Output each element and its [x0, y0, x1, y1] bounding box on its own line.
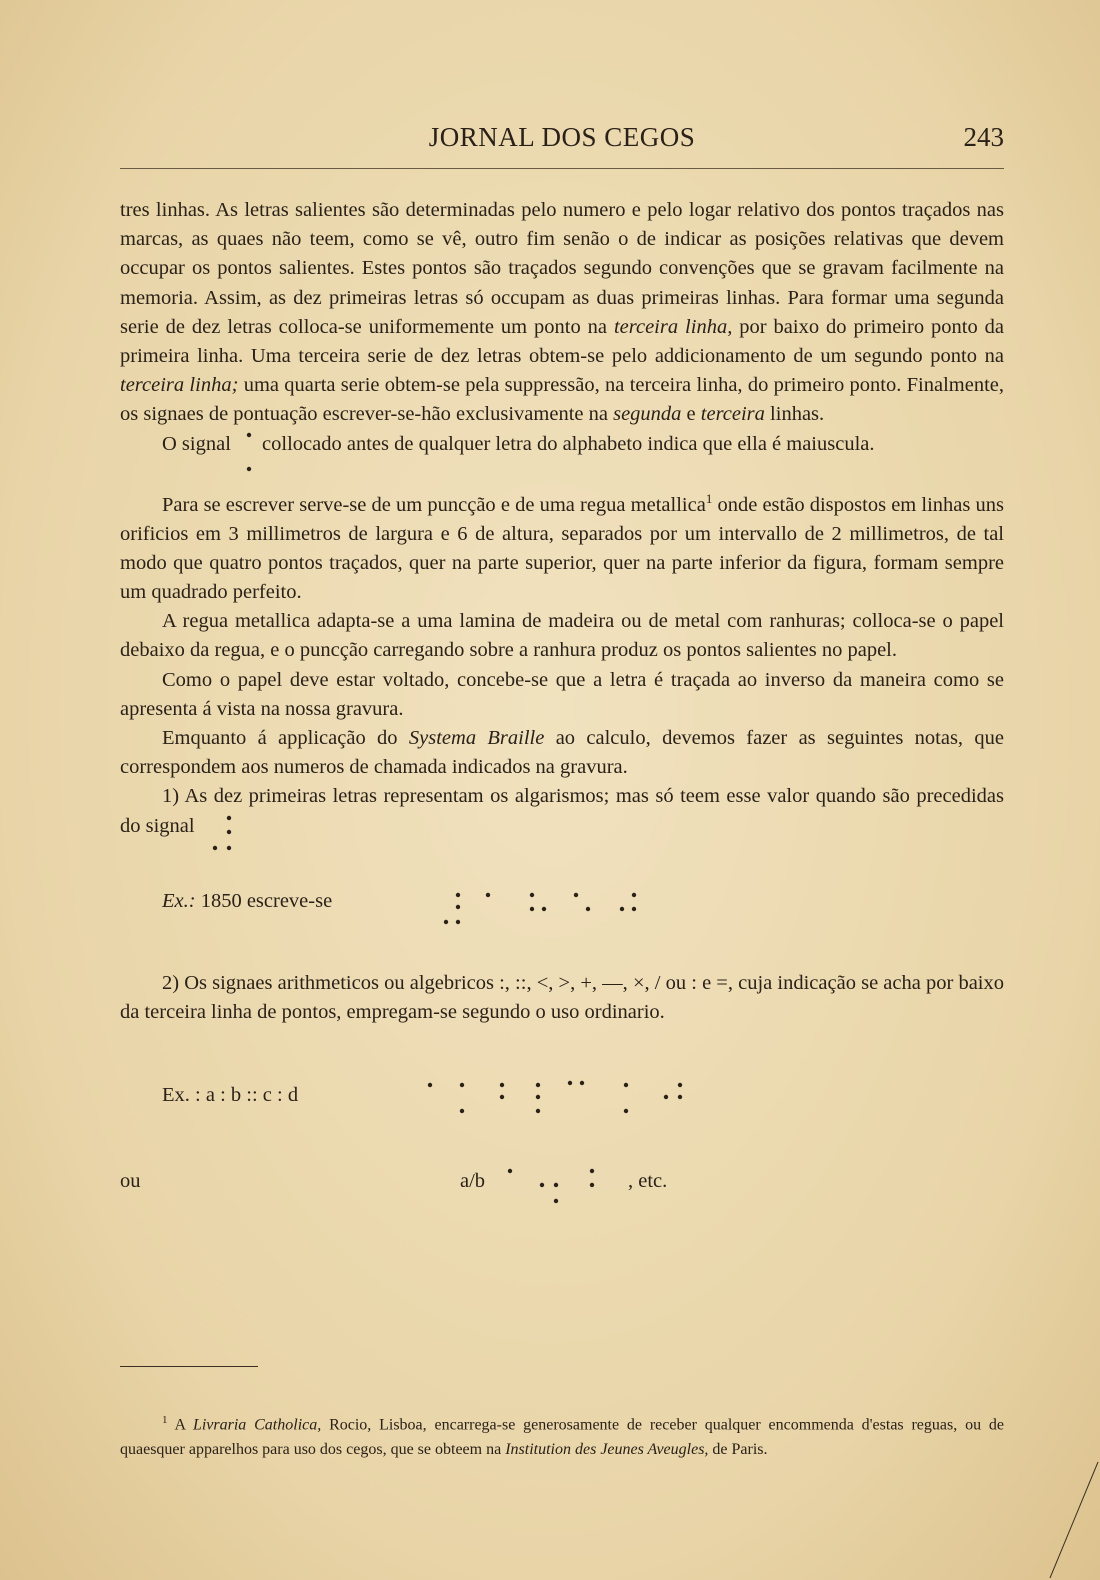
braille-dot: [590, 1169, 594, 1173]
spacer: [120, 841, 1004, 875]
braille-dot: [456, 905, 460, 909]
italic-run: Livraria Catholica,: [192, 1416, 322, 1434]
text-run: onde estão dispostos em linhas uns orificios em 3 millimetros de largura e 6 de altura, separados por um intervallo de 2 millimetros, de tal modo que quatro pontos traçados, quer na parte superior, quer na parte inferior da figura, formam sempre um quadrado perfeito.: [120, 493, 1004, 604]
braille-dot: [456, 893, 460, 897]
text-run: e: [681, 403, 701, 426]
braille-dot: [247, 466, 251, 470]
text-run: O signal: [162, 432, 231, 455]
example-fraction: [120, 1167, 1004, 1227]
braille-dot: [586, 907, 590, 911]
braille-dot: [624, 1109, 628, 1113]
braille-1850: [446, 893, 706, 953]
text-run: Para se escrever serve-se de um puncção e de uma regua metallica: [162, 493, 706, 516]
text-run: 1) As dez primeiras letras representam os algarismos; mas só teem esse valor quando são precedidas do signal: [120, 785, 1004, 837]
paragraph-5: Como o papel deve estar voltado, concebe-se que a letra é traçada ao inverso da maneira como se apresenta á vista na nossa gravura.: [120, 668, 1004, 720]
corner-crease: [1040, 1460, 1100, 1580]
text-run: ao calculo, devemos fazer as seguintes notas, que correspondem aos numeros de chamada indicados na gravura.: [120, 727, 1004, 779]
italic-run: Ex.:: [162, 889, 196, 912]
braille-dot: [568, 1081, 572, 1085]
page-header: [120, 122, 1004, 156]
text-run: collocado antes de qualquer letra do alphabeto indica que ella é maiuscula.: [262, 432, 875, 455]
braille-dot: [540, 1183, 544, 1187]
footnote-mark: 1: [162, 1414, 168, 1426]
italic-run: segunda: [613, 403, 682, 426]
braille-proportion: [424, 1079, 724, 1129]
running-title: JORNAL DOS CEGOS: [428, 122, 696, 152]
braille-dot: [486, 893, 490, 897]
paragraph-1: [120, 196, 1004, 430]
braille-dot: [620, 907, 624, 911]
braille-dot: [500, 1095, 504, 1099]
italic-run: terceira linha;: [120, 374, 239, 397]
braille-dot: [212, 846, 216, 850]
braille-dot: [536, 1095, 540, 1099]
paragraph-7: [120, 782, 1004, 840]
braille-dot: [456, 920, 460, 924]
braille-dot: [500, 1083, 504, 1087]
text-run: Emquanto á applicação do: [162, 727, 409, 750]
footnote: [120, 1408, 1004, 1462]
braille-number-sign: [205, 812, 245, 872]
braille-dot: [554, 1199, 558, 1203]
braille-dot: [574, 893, 578, 897]
spacer: [120, 470, 1004, 484]
italic-run: Institution des Jeunes Aveugles,: [505, 1441, 709, 1459]
text-run: Rocio, Lisboa, encarrega-se generosamente de receber qualquer encommenda d'estas reguas, ou de quaesquer apparelhos para uso dos cegos, que se obteem na: [120, 1416, 1004, 1459]
braille-capital-sign: [242, 430, 256, 470]
braille-dot: [590, 1183, 594, 1187]
text-run: de Paris.: [708, 1441, 768, 1459]
etc-text: , etc.: [628, 1170, 668, 1193]
paragraph-2: [120, 430, 1004, 470]
paragraph-8: 2) Os signaes arithmeticos ou algebricos :, ::, <, >, +, —, ×, / ou : e =, cuja indicação se acha por baixo da terceira linha de pontos, empregam-se segundo o uso ordinario.: [120, 971, 1004, 1024]
braille-dot: [632, 893, 636, 897]
braille-dot: [428, 1083, 432, 1087]
page-number: 243: [963, 122, 1004, 152]
header-rule: [120, 168, 1004, 169]
text-run: A: [174, 1416, 193, 1434]
paragraph-3: [120, 484, 1004, 608]
spacer: [120, 1027, 1004, 1069]
example-label: [162, 887, 332, 916]
braille-dot: [664, 1095, 668, 1099]
braille-dot: [226, 846, 230, 850]
braille-dot: [226, 816, 230, 820]
body-text: [120, 196, 1004, 1227]
braille-dot: [530, 907, 534, 911]
text-run: 1850 escreve-se: [195, 889, 333, 912]
braille-dot: [678, 1083, 682, 1087]
text-run: por baixo do primeiro ponto da primeira linha. Uma terceira serie de dez letras obtem-se pelo addicionamento de um segundo ponto na: [120, 315, 1005, 368]
braille-dot: [530, 893, 534, 897]
braille-dot: [460, 1083, 464, 1087]
braille-dot: [508, 1169, 512, 1173]
braille-fraction: [506, 1167, 626, 1217]
fraction: a/b: [460, 1170, 486, 1193]
braille-dot: [580, 1081, 584, 1085]
paragraph-4: A regua metallica adapta-se a uma lamina de madeira ou de metal com ranhuras; colloca-se o papel debaixo da regua, e o puncção carregando sobre a ranhura produz os pontos salientes no papel.: [120, 610, 1004, 662]
braille-dot: [554, 1183, 558, 1187]
example-label: Ex. : a : b :: c : d: [162, 1084, 299, 1107]
italic-run: Systema Braille: [408, 727, 545, 750]
braille-dot: [624, 1083, 628, 1087]
example-proportion: [120, 1069, 1004, 1141]
footnote-rule: [120, 1366, 258, 1367]
braille-dot: [226, 830, 230, 834]
braille-dot: [542, 907, 546, 911]
braille-dot: [678, 1095, 682, 1099]
text-run: linhas.: [764, 403, 825, 426]
italic-run: terceira linha,: [613, 315, 733, 338]
braille-dot: [247, 432, 251, 436]
braille-dot: [536, 1083, 540, 1087]
paragraph-6: [120, 724, 1004, 782]
italic-run: terceira: [700, 403, 765, 426]
braille-dot: [444, 920, 448, 924]
spacer: [120, 1141, 1004, 1167]
braille-dot: [460, 1109, 464, 1113]
example-1850: [120, 875, 1004, 965]
braille-dot: [536, 1109, 540, 1113]
text-run: tres linhas. As letras salientes são determinadas pelo numero e pelo logar relativo dos pontos traçados nas marcas, as quaes não teem, como se vê, outro fim senão o de indicar as posições relativas que devem occupar os pontos salientes. Estes pontos são traçados segundo convenções que se gravam facilmente na memoria. Assim, as dez primeiras letras só occupam as duas primeiras linhas. Para formar uma segunda serie de dez letras colloca-se uniformemente um ponto na: [120, 199, 1004, 338]
footnote-ref: 1: [705, 490, 713, 506]
braille-dot: [632, 907, 636, 911]
text-run: uma quarta serie obtem-se pela suppressão, na terceira linha, do primeiro ponto. Finalmente, os signaes de pontuação escrever-se-hão exclusivamente na: [120, 374, 1005, 426]
example-label: ou: [120, 1170, 141, 1193]
